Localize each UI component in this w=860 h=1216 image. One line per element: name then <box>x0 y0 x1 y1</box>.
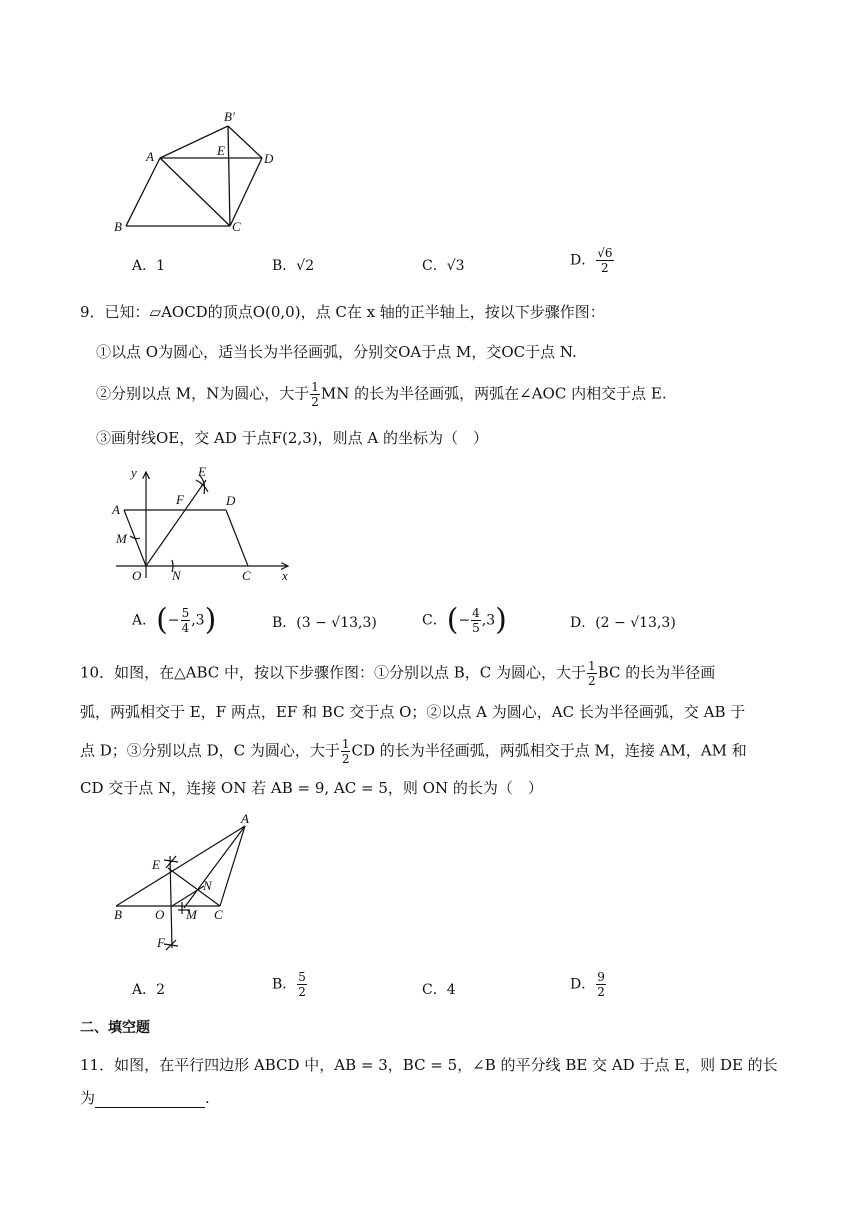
q10-line1-frac-num: 1 <box>588 659 596 673</box>
q8-option-a[interactable] <box>132 256 165 276</box>
q9-option-a-frac <box>181 606 191 635</box>
q10-label-c: C <box>214 907 223 922</box>
q9-label-f: F <box>176 492 184 507</box>
q10-option-a-text: A．2 <box>132 982 166 998</box>
q10-option-c[interactable] <box>422 980 456 1000</box>
q10-label-m: M <box>186 907 197 922</box>
q10-option-b-den: 2 <box>298 985 306 999</box>
q8-option-b-prefix: B． <box>272 258 297 274</box>
q9-figure <box>108 460 300 584</box>
q10-line1-frac <box>587 659 597 688</box>
q9-option-d[interactable] <box>570 613 676 633</box>
q10-option-d-den: 2 <box>597 985 605 999</box>
q10-label-a: A <box>241 811 249 826</box>
q9-option-a-minus: − <box>167 612 180 629</box>
q8-option-c-value: √3 <box>446 258 465 274</box>
q9-option-a-num: 5 <box>181 606 190 620</box>
q8-option-c[interactable] <box>422 256 465 276</box>
q9-label-y: y <box>131 465 137 480</box>
q10-line3-pre: 点 D；③分别以点 D，C 为圆心，大于 <box>80 741 340 760</box>
q10-line1-frac-den: 2 <box>588 674 596 688</box>
q11-line1: 11．如图，在平行四边形 ABCD 中，AB = 3，BC = 5，∠B 的平分线 BE 交 AD 于点 E，则 DE 的长 <box>80 1056 778 1074</box>
q10-label-n: N <box>203 878 212 893</box>
q8-edge-A-B <box>126 158 160 226</box>
q9-step2 <box>96 380 667 409</box>
q10-edge-B-A <box>116 826 245 906</box>
q9-option-c-frac <box>471 606 481 635</box>
q8-option-c-prefix: C． <box>422 258 447 274</box>
q9-step2-frac <box>310 380 320 409</box>
q9-step3: ③画射线OE，交 AD 于点F(2,3)，则点 A 的坐标为（ ） <box>96 429 488 447</box>
q9-option-b[interactable] <box>272 613 377 633</box>
q9-edge-D-C <box>226 510 248 566</box>
q10-option-d-prefix: D． <box>570 976 596 993</box>
q9-step2-frac-num: 1 <box>311 380 319 394</box>
q10-line2: 弧，两弧相交于 E，F 两点，EF 和 BC 交于点 O；②以点 A 为圆心，AC 长为半径画弧，交 AB 于 <box>80 703 746 721</box>
q9-stem: 9．已知：▱AOCD的顶点O(0,0)，点 C在 x 轴的正半轴上，按以下步骤作图： <box>80 303 605 321</box>
q9-option-b-text: B．(3 − √13,3) <box>272 615 377 631</box>
q10-figure <box>108 810 258 954</box>
q10-line4: CD 交于点 N，连接 ON 若 AB = 9, AC = 5，则 ON 的长为（ ） <box>80 779 543 797</box>
q9-step2-post: MN 的长为半径画弧，两弧在∠AOC 内相交于点 E. <box>320 384 667 403</box>
q11-answer-blank[interactable] <box>95 1091 205 1108</box>
q9-option-d-text: D．(2 − √13,3) <box>570 615 676 631</box>
q9-label-o: O <box>132 568 142 583</box>
q9-label-c: C <box>242 568 251 583</box>
q9-option-a-post: ,3 <box>191 612 205 629</box>
q10-label-e: E <box>152 857 160 872</box>
q10-line-AM <box>184 826 245 908</box>
q10-line3-post: CD 的长为半径画弧，两弧相交于点 M，连接 AM，AM 和 <box>351 741 747 760</box>
section-title: 二、填空题 <box>80 1020 150 1036</box>
q8-option-d-den: 2 <box>601 261 609 275</box>
q9-option-c-post: ,3 <box>481 612 496 629</box>
q10-option-b-frac <box>297 970 307 999</box>
q9-step2-frac-den: 2 <box>311 395 319 409</box>
q8-figure <box>108 106 288 238</box>
q8-label-b: B <box>114 219 122 234</box>
q8-edge-Bp-D <box>228 126 262 158</box>
q8-label-bprime: B′ <box>224 109 235 124</box>
q10-line3-frac-num: 1 <box>341 737 350 751</box>
q10-line3 <box>80 737 747 766</box>
q11-line2-pre: 为 <box>80 1089 96 1107</box>
q10-option-c-text: C．4 <box>422 982 456 998</box>
q9-option-c-minus: − <box>458 612 471 629</box>
q9-label-x: x <box>282 568 288 583</box>
q10-label-o: O <box>155 907 165 922</box>
q11-line2 <box>80 1088 210 1108</box>
q10-line3-frac <box>341 737 351 766</box>
q8-edge-A-C <box>160 158 230 226</box>
q10-line1 <box>80 659 715 688</box>
q9-option-c-den: 5 <box>472 621 480 635</box>
q9-step1: ①以点 O为圆心，适当长为半径画弧，分别交OA于点 M，交OC于点 N. <box>96 343 577 361</box>
q10-label-f: F <box>157 935 165 950</box>
q8-label-d: D <box>264 151 274 166</box>
q9-option-a-den: 4 <box>181 621 190 635</box>
q10-label-b: B <box>114 907 122 922</box>
q8-option-d-frac <box>596 246 613 275</box>
q10-option-d-num: 9 <box>597 970 605 984</box>
q8-option-b[interactable] <box>272 256 314 276</box>
q9-label-m: M <box>116 531 127 546</box>
q10-option-d-frac <box>596 970 606 999</box>
q8-option-a-text: A．1 <box>132 258 166 274</box>
q9-option-c-prefix: C． <box>422 612 447 629</box>
q8-label-c: C <box>232 219 241 234</box>
q8-option-b-value: √2 <box>296 258 315 274</box>
q10-line1-post: BC 的长为半径画 <box>597 663 716 682</box>
q9-step2-pre: ②分别以点 M，N为圆心，大于 <box>96 384 310 403</box>
q10-edge-A-C <box>220 826 245 906</box>
q9-option-a-prefix: A． <box>132 612 157 629</box>
q8-label-a: A <box>146 149 154 164</box>
q10-line1-pre: 10．如图，在△ABC 中，按以下步骤作图：①分别以点 B，C 为圆心，大于 <box>80 663 587 682</box>
q9-label-n: N <box>172 568 181 583</box>
q8-option-d-prefix: D． <box>570 252 596 269</box>
q9-option-c[interactable]: C．(− $\frac{4}{5}$ ,3) <box>422 602 507 638</box>
q8-option-d[interactable] <box>570 246 615 275</box>
q9-label-e: E <box>198 464 206 479</box>
q8-edge-Bp-C <box>228 126 230 226</box>
q9-option-c-num: 4 <box>472 606 480 620</box>
q10-option-b-prefix: B． <box>272 976 297 993</box>
q11-line2-post: . <box>205 1089 210 1107</box>
q9-option-a[interactable]: A．(− $\frac{5}{4}$ ,3) <box>132 602 217 638</box>
q10-option-b[interactable] <box>272 970 308 999</box>
q9-label-a: A <box>112 502 120 517</box>
q10-line3-frac-den: 2 <box>341 752 350 766</box>
q10-option-d[interactable] <box>570 970 607 999</box>
q10-option-a[interactable] <box>132 980 165 1000</box>
q10-line-CD <box>168 868 220 906</box>
q10-option-b-num: 5 <box>298 970 306 984</box>
q8-option-d-num: √6 <box>597 246 613 260</box>
q9-label-d: D <box>226 493 236 508</box>
q8-label-e: E <box>217 143 225 158</box>
q8-edge-D-C <box>230 158 262 226</box>
